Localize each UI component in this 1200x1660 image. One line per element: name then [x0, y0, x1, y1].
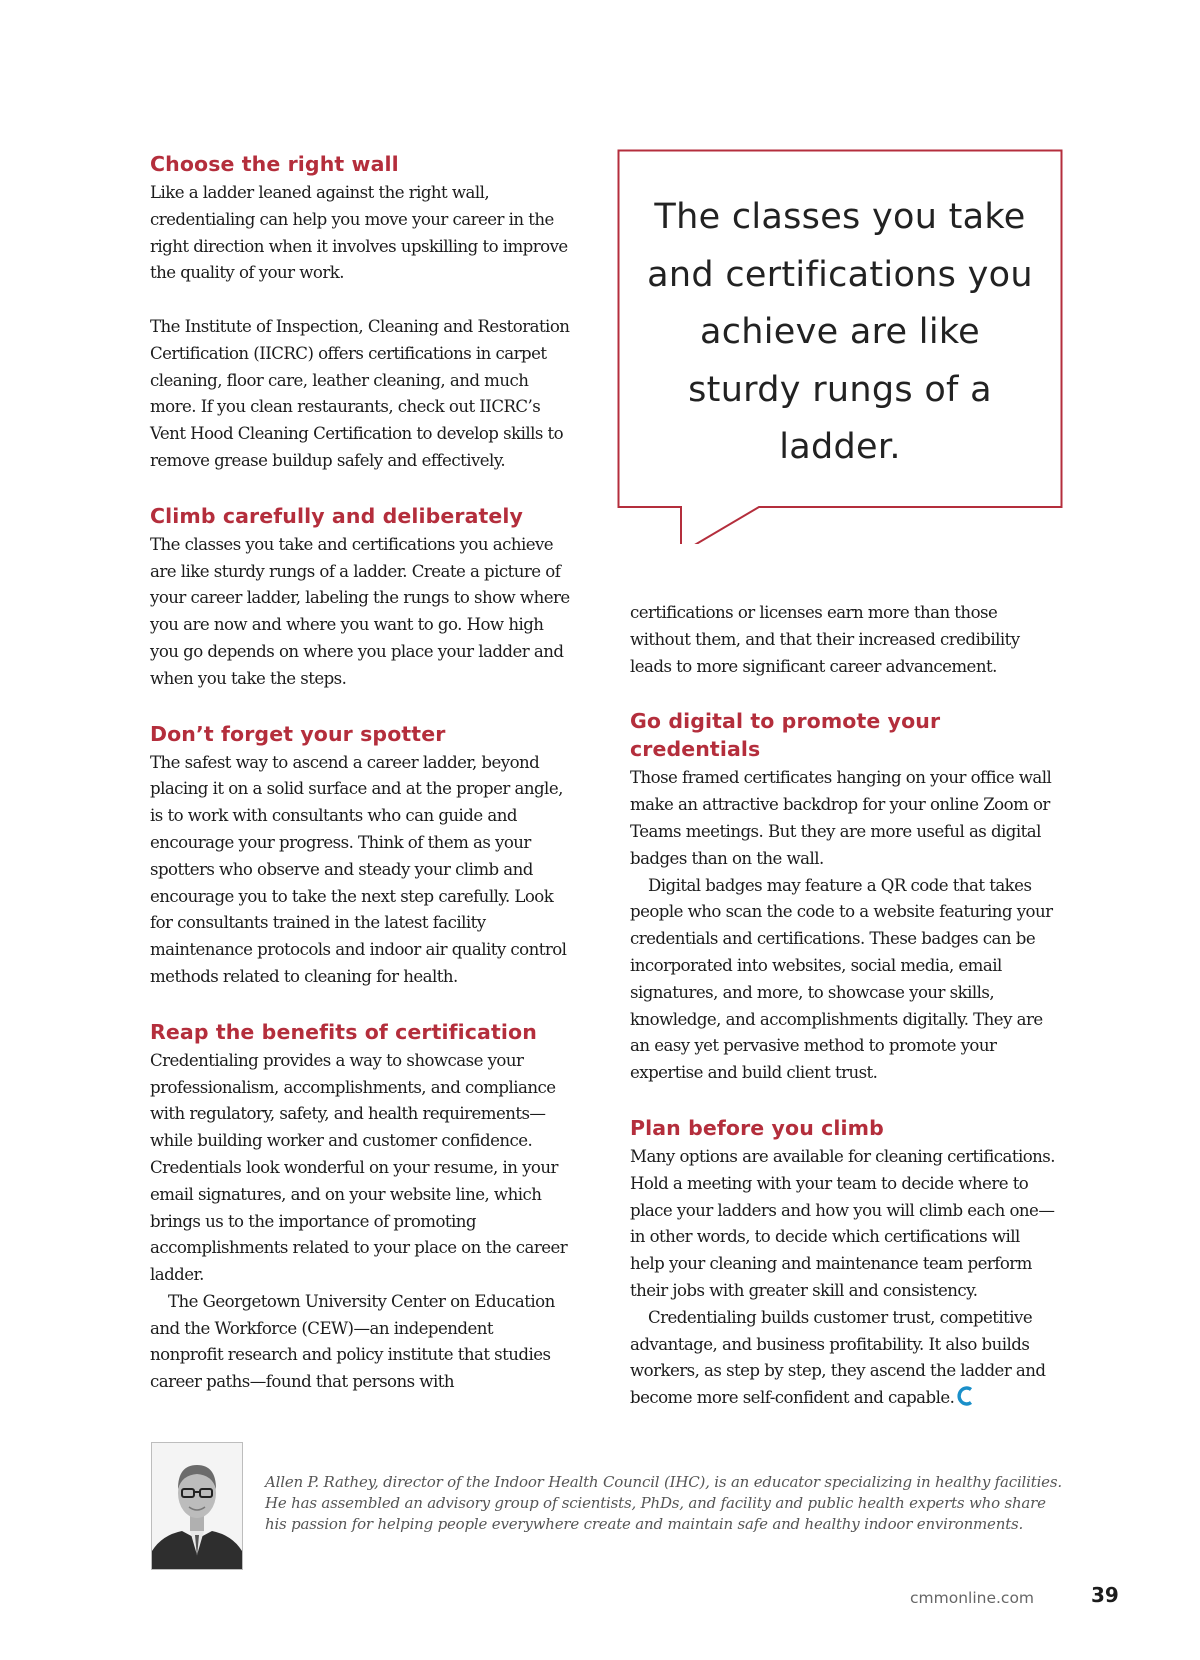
section-heading: Don’t forget your spotter — [150, 721, 446, 746]
section-spotter — [150, 720, 570, 991]
pull-quote-text: The classes you take and certifications you achieve are like sturdy rungs of a ladder. — [647, 197, 1033, 467]
paragraph — [630, 1305, 1058, 1412]
section-heading: Go digital to promote your credentials — [630, 709, 941, 762]
page-number: 39 — [1091, 1583, 1119, 1607]
section-heading: Plan before you climb — [630, 1115, 884, 1140]
section-heading: Reap the benefits of certification — [150, 1019, 537, 1044]
paragraph: The safest way to ascend a career ladder, beyond placing it on a solid surface and at the proper angle, is to work with consultants who can guide and encourage your progress. Think of them as your spotters who observe and steady your climb and encourage you to take the next step carefully. Look for consultants trained in the latest facility maintenance protocols and indoor air quality control methods related to cleaning for health. — [150, 752, 567, 986]
section-climb-carefully — [150, 502, 570, 693]
paragraph: Digital badges may feature a QR code that takes people who scan the code to a website featuring your credentials and certifications. These badges can be incorporated into websites, social media, email signatures, and more, to showcase your skills, knowledge, and accomplishments digitally. They are an easy yet pervasive method to promote your expertise and build client trust. — [630, 875, 1053, 1083]
author-photo — [151, 1442, 243, 1570]
section-continuation — [630, 600, 1058, 680]
footer-website: cmmonline.com — [910, 1589, 1035, 1607]
closing-text: Credentialing builds customer trust, competitive advantage, and business profitability. It also builds workers, as step by step, they ascend the ladder and become more self-confident and capable. — [630, 1307, 1046, 1408]
paragraph: Like a ladder leaned against the right wall, credentialing can help you move your career in the right direction when it involves upskilling to improve the quality of your work. — [150, 183, 568, 283]
section-go-digital — [630, 707, 1058, 1087]
pull-quote-box — [617, 149, 1063, 508]
paragraph: The Institute of Inspection, Cleaning and Restoration Certification (IICRC) offers certifications in carpet cleaning, floor care, leather cleaning, and much more. If you clean restaurants, check out IICRC’s Vent Hood Cleaning Certification to develop skills to remove grease buildup safely and effectively. — [150, 316, 570, 470]
author-bio: Allen P. Rathey, director of the Indoor Health Council (IHC), is an educator specializing in healthy facilities. He has assembled an advisory group of scientists, PhDs, and facility and public health experts who share his passion for helping people everywhere create and maintain safe and healthy indoor environments. — [265, 1473, 1062, 1533]
section-plan — [630, 1114, 1058, 1412]
section-heading: Choose the right wall — [150, 152, 399, 176]
section-benefits — [150, 1018, 570, 1396]
section-heading: Climb carefully and deliberately — [150, 503, 524, 528]
paragraph: Credentialing provides a way to showcase your professionalism, accomplishments, and compliance with regulatory, safety, and health requirements—while building worker and customer confidence. Credentials look wonderful on your resume, in your email signatures, and on your website line, which brings us to the importance of promoting accomplishments related to your place on the career ladder. — [150, 1050, 568, 1285]
section-choose-wall — [150, 150, 570, 475]
paragraph: Those framed certificates hanging on your office wall make an attractive backdrop for your online Zoom or Teams meetings. But they are more useful as digital badges than on the wall. — [630, 768, 1052, 868]
paragraph: Many options are available for cleaning certifications. Hold a meeting with your team to decide where to place your ladders and how you will climb each one—in other words, to decide which certifications will help your cleaning and maintenance team perform their jobs with greater skill and consistency. — [630, 1146, 1055, 1300]
right-column — [630, 600, 1058, 1439]
paragraph: certifications or licenses earn more than those without them, and that their increased credibility leads to more significant career advancement. — [630, 603, 1020, 676]
paragraph: The classes you take and certifications you achieve are like sturdy rungs of a ladder. Create a picture of your career ladder, labeling the rungs to show where you are now and where you want to go. How high you go depends on where you place your ladder and when you take the steps. — [150, 534, 570, 688]
end-mark-icon — [957, 1386, 973, 1406]
left-column — [150, 150, 570, 1423]
paragraph: The Georgetown University Center on Education and the Workforce (CEW)—an independent nonprofit research and policy institute that studies career paths—found that persons with — [150, 1291, 555, 1392]
